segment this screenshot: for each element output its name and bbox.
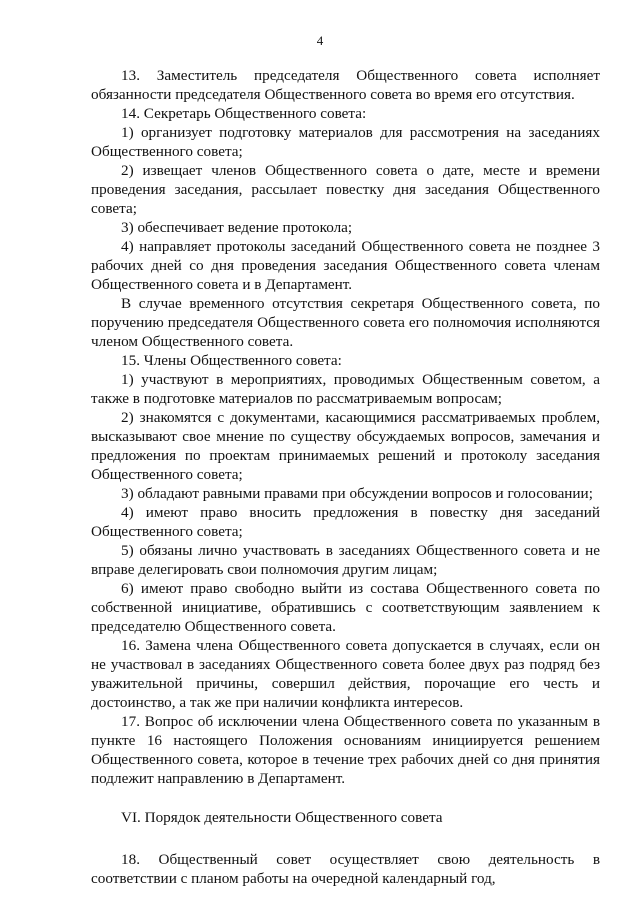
page-number: 4 [316,33,324,48]
paragraph-17: 17. Вопрос об исключении члена Общественного совета по указанным в пункте 16 настоящего Положения основаниям инициируется решением Общественного совета, которое в течение трех рабочих дней со дня принятия подлежит направлению в Департамент. [91,713,600,787]
paragraph-14-item-4: 4) направляет протоколы заседаний Общественного совета не позднее 3 рабочих дней со дня проведения заседания Общественного совета членам Общественного совета и в Департамент. [91,238,600,293]
paragraph-16: 16. Замена члена Общественного совета допускается в случаях, если он не участвовал в заседаниях Общественного совета более двух раз подряд без уважительной причины, совершил действия, порочащие его честь и достоинство, а так же при наличии конфликта интересов. [91,637,600,711]
paragraph-14-item-3: 3) обеспечивает ведение протокола; [121,219,353,236]
paragraph-14-item-1: 1) организует подготовку материалов для рассмотрения на заседаниях Общественного совета; [91,124,600,160]
section-heading: VI. Порядок деятельности Общественного совета [121,809,443,826]
paragraph-15: 15. Члены Общественного совета: [121,352,342,369]
document-body [91,66,600,888]
paragraph-15-item-2: 2) знакомятся с документами, касающимися рассматриваемых проблем, высказывают свое мнение по существу обсуждаемых вопросов, замечания и предложения по проектам принимаемых решений и протоколу заседания Общественного совета; [91,409,600,483]
paragraph-13: 13. Заместитель председателя Общественного совета исполняет обязанности председателя Общественного совета во время его отсутствия. [91,67,600,103]
paragraph-14-secretary-absence: В случае временного отсутствия секретаря Общественного совета, по поручению председателя Общественного совета его полномочия исполняются членом Общественного совета. [91,295,600,350]
paragraph-15-item-4: 4) имеют право вносить предложения в повестку дня заседаний Общественного совета; [91,504,600,540]
paragraph-15-item-1: 1) участвуют в мероприятиях, проводимых Общественным советом, а также в подготовке материалов по рассматриваемым вопросам; [91,371,600,407]
paragraph-14: 14. Секретарь Общественного совета: [121,105,367,122]
paragraph-15-item-3: 3) обладают равными правами при обсуждении вопросов и голосовании; [121,485,593,502]
paragraph-18: 18. Общественный совет осуществляет свою деятельность в соответствии с планом работы на очередной календарный год, [91,851,600,887]
paragraph-15-item-6: 6) имеют право свободно выйти из состава Общественного совета по собственной инициативе, обратившись с соответствующим заявлением к председателю Общественного совета. [91,580,600,635]
paragraph-15-item-5: 5) обязаны лично участвовать в заседаниях Общественного совета и не вправе делегировать свои полномочия другим лицам; [91,542,600,578]
paragraph-14-item-2: 2) извещает членов Общественного совета о дате, месте и времени проведения заседания, рассылает повестку дня заседания Общественного совета; [91,162,600,217]
